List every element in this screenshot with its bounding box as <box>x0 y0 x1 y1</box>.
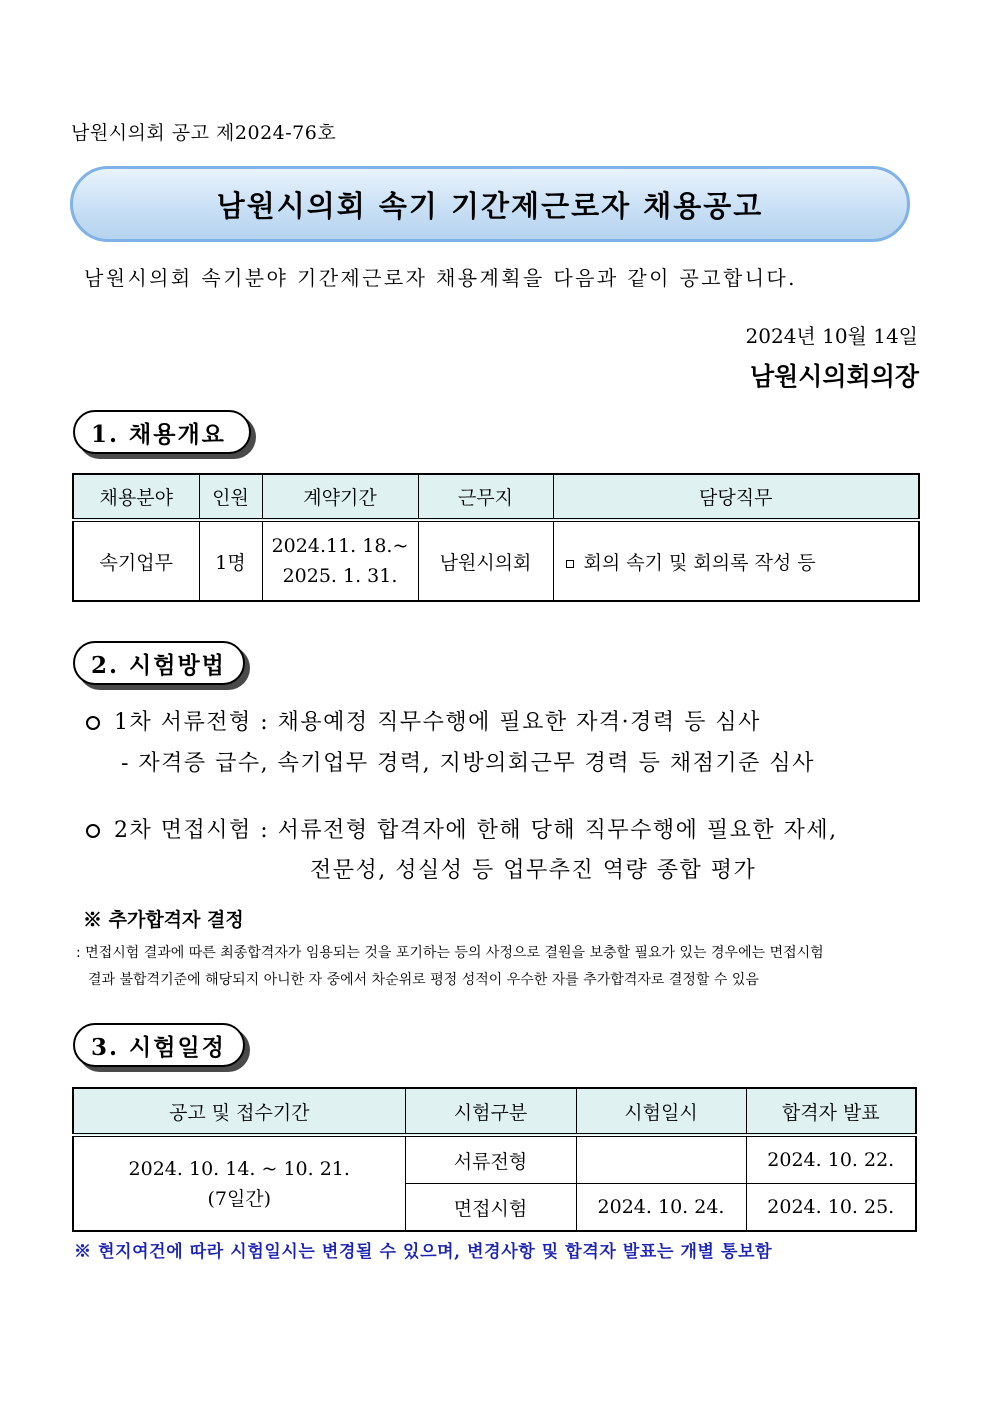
announcement-date: 2024년 10월 14일 <box>745 324 918 348</box>
exam-date-cell: 2024. 10. 24. <box>576 1184 746 1232</box>
section-heading-overview: 1. 채용개요 <box>73 410 251 454</box>
table-header-row <box>73 474 919 520</box>
method-step1-sub: - 자격증 급수, 속기업무 경력, 지방의회근무 경력 등 채점기준 심사 <box>121 751 815 776</box>
location-cell: 남원시의회 <box>418 520 553 601</box>
field-cell: 속기업무 <box>73 520 199 601</box>
exam-schedule-table <box>72 1087 917 1232</box>
table-row <box>73 520 919 601</box>
additional-pass-note <box>76 940 936 994</box>
method-step1 <box>86 705 761 736</box>
note-line: : 면접시험 결과에 따른 최종합격자가 임용되는 것을 포기하는 등의 사정으로 결원을 보충할 필요가 있는 경우에는 면접시험 <box>76 945 824 961</box>
period-end: 2025. 1. 31. <box>282 565 398 587</box>
header-cell: 시험일시 <box>576 1088 746 1135</box>
duty-text: 회의 속기 및 회의록 작성 등 <box>583 551 816 574</box>
schedule-change-note: ※ 현지여건에 따라 시험일시는 변경될 수 있으며, 변경사항 및 합격자 발표는 개별 통보함 <box>74 1242 773 1262</box>
header-cell: 공고 및 접수기간 <box>73 1088 405 1135</box>
note-line: 결과 불합격기준에 해당되지 아니한 자 중에서 차순위로 평정 성적이 우수한 자를 추가합격자로 결정할 수 있음 <box>88 972 759 988</box>
section-heading-schedule: 3. 시험일정 <box>73 1023 245 1067</box>
application-period-cell <box>73 1135 405 1231</box>
header-cell: 시험구분 <box>405 1088 576 1135</box>
exam-type-cell: 면접시험 <box>405 1184 576 1232</box>
exam-type-cell: 서류전형 <box>405 1135 576 1184</box>
header-cell: 담당직무 <box>553 474 919 520</box>
section-heading-method: 2. 시험방법 <box>73 641 245 685</box>
announce-date-cell: 2024. 10. 25. <box>746 1184 916 1232</box>
announce-date-cell: 2024. 10. 22. <box>746 1135 916 1184</box>
duty-cell <box>553 520 919 601</box>
header-cell: 계약기간 <box>262 474 418 520</box>
application-duration: (7일간) <box>207 1187 272 1210</box>
exam-date-cell <box>576 1135 746 1184</box>
header-cell: 합격자 발표 <box>746 1088 916 1135</box>
recruitment-overview-table <box>72 473 920 602</box>
method-step1-text: 1차 서류전형 : 채용예정 직무수행에 필요한 자격·경력 등 심사 <box>114 710 761 735</box>
table-row <box>73 1135 916 1184</box>
header-cell: 근무지 <box>418 474 553 520</box>
intro-text: 남원시의회 속기분야 기간제근로자 채용계획을 다음과 같이 공고합니다. <box>84 266 797 290</box>
square-bullet-icon <box>566 560 574 568</box>
period-start: 2024.11. 18.~ <box>271 535 409 557</box>
notice-number: 남원시의회 공고 제2024-76호 <box>71 122 337 144</box>
method-step2 <box>86 813 838 844</box>
additional-pass-heading: ※ 추가합격자 결정 <box>83 909 244 931</box>
header-cell: 인원 <box>199 474 262 520</box>
period-cell <box>262 520 418 601</box>
table-header-row <box>73 1088 916 1135</box>
header-cell: 채용분야 <box>73 474 199 520</box>
method-step2-text: 2차 면접시험 : 서류전형 합격자에 한해 당해 직무수행에 필요한 자세, <box>114 818 838 843</box>
count-cell: 1명 <box>199 520 262 601</box>
signer: 남원시의회의장 <box>749 362 919 391</box>
circle-bullet-icon <box>86 716 100 730</box>
circle-bullet-icon <box>86 824 100 838</box>
title-banner <box>70 166 910 242</box>
page-title: 남원시의회 속기 기간제근로자 채용공고 <box>216 188 764 223</box>
method-step2-cont: 전문성, 성실성 등 업무추진 역량 종합 평가 <box>310 858 757 883</box>
application-period: 2024. 10. 14. ~ 10. 21. <box>128 1157 350 1180</box>
